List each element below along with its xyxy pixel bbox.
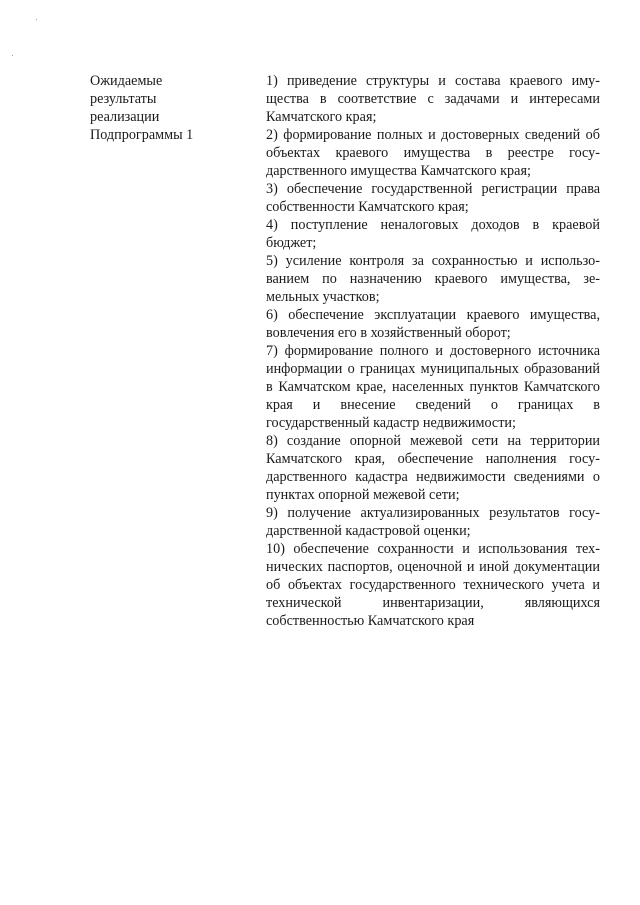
result-item: 3) обеспечение государственной регистрации права собственности Камчатского края; (266, 181, 600, 215)
result-item: 8) создание опорной межевой сети на территории Камчатского края, обеспечение наполнения государственного кадастра недвижимости сведениями о пунктах опорной межевой сети; (266, 433, 600, 503)
result-item: 7) формирование полного и достоверного источника информации о границах муниципальных образований в Камчатском крае, населенных пунктов Камчатского края и внесение сведений о границах в государственный кадастр недвижимости; (266, 343, 600, 431)
label-line: реализации (90, 109, 160, 125)
result-item: 1) приведение структуры и состава краевого имущества в соответствие с задачами и интересами Камчатского края; (266, 73, 600, 125)
result-item: 9) получение актуализированных результатов государственной кадастровой оценки; (266, 505, 600, 539)
expected-results-list (266, 72, 600, 630)
result-item: 5) усиление контроля за сохранностью и использованием по назначению краевого имущества, земельных участков; (266, 253, 600, 305)
result-item: 2) формирование полных и достоверных сведений об объектах краевого имущества в реестре государственного имущества Камчатского края; (266, 127, 600, 179)
result-item: 10) обеспечение сохранности и использования технических паспортов, оценочной и иной документации об объектах государственного технического учета и технической инвентаризации, являющихся собственностью Камчатского края (266, 541, 600, 629)
scan-speck (12, 55, 13, 56)
label-line: Ожидаемые (90, 73, 163, 89)
label-line: результаты (90, 91, 157, 107)
result-item: 4) поступление неналоговых доходов в краевой бюджет; (266, 217, 600, 251)
section-label (90, 72, 240, 144)
scan-speck (36, 19, 37, 20)
label-line: Подпрограммы 1 (90, 127, 194, 143)
result-item: 6) обеспечение эксплуатации краевого имущества, вовлечения его в хозяйственный оборот; (266, 307, 600, 341)
